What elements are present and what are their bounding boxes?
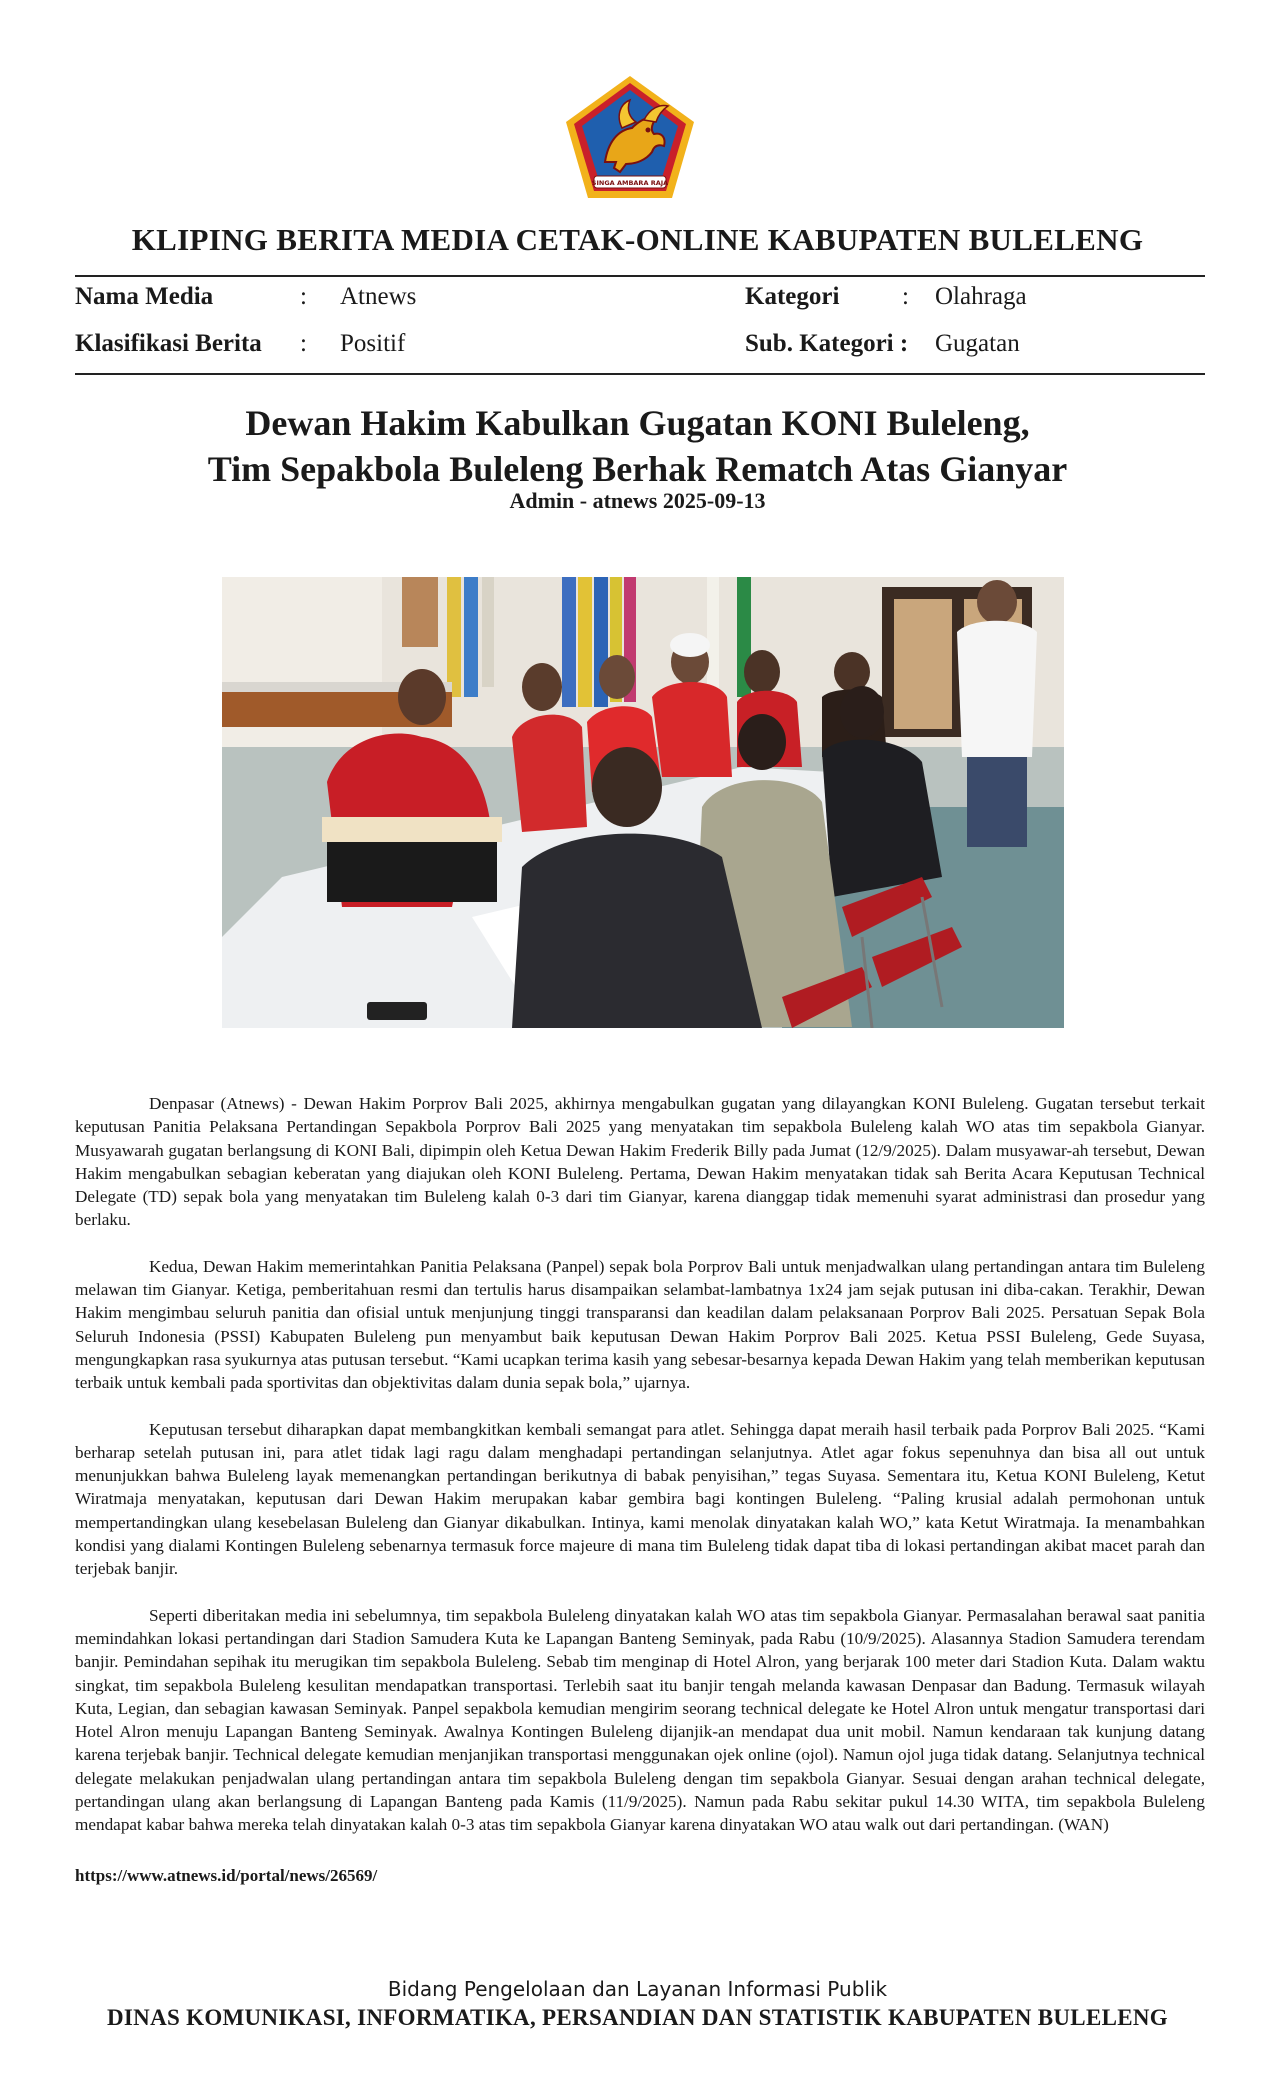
classification-label: Klasifikasi Berita [75, 330, 262, 357]
headline-line-1: Dewan Hakim Kabulkan Gugatan KONI Buleleng, [245, 403, 1030, 443]
sub-category-value: Gugatan [935, 330, 1020, 357]
header-divider-top [75, 275, 1205, 277]
clipping-header-title: KLIPING BERITA MEDIA CETAK-ONLINE KABUPATEN BULELENG [131, 222, 1144, 257]
meeting-photo-icon [222, 577, 1064, 1028]
source-url-link[interactable]: https://www.atnews.id/portal/news/26569/ [75, 1866, 378, 1885]
classification-colon: : [300, 330, 307, 357]
article-paragraph: Denpasar (Atnews) - Dewan Hakim Porprov Bali 2025, akhirnya mengabulkan gugatan yang dilayangkan KONI Buleleng. Gugatan tersebut terkait keputusan Panitia Pelaksana Pertandingan Sepakbola Porprov Bali 2025 yang menyatakan tim sepakbola Buleleng kalah WO atas tim sepakbola Gianyar. Musyawarah gugatan berlangsung di KONI Bali, dipimpin oleh Ketua Dewan Hakim Frederik Billy pada Jumat (12/9/2025). Dalam musyawar-ah tersebut, Dewan Hakim mengabulkan sebagian keberatan yang diajukan oleh KONI Buleleng. Pertama, Dewan Hakim menyatakan tidak sah Berita Acara Keputusan Technical Delegate (TD) sepak bola yang menyatakan tim Buleleng kalah 0-3 dari tim Gianyar, karena dianggap tidak memenuhi syarat administrasi dan prosedur yang berlaku. [75, 1094, 1205, 1230]
media-name-label: Nama Media [75, 283, 214, 310]
footer-department: Bidang Pengelolaan dan Layanan Informasi Publik [387, 1977, 888, 2001]
classification-value: Positif [340, 330, 406, 357]
media-name-value: Atnews [340, 283, 417, 310]
article-photo [222, 577, 1064, 1028]
singa-ambara-raja-emblem-icon [560, 72, 700, 202]
article-paragraph: Kedua, Dewan Hakim memerintahkan Panitia Pelaksana (Panpel) sepak bola Porprov Bali untuk menjadwalkan ulang pertandingan antara tim Buleleng melawan tim Gianyar. Ketiga, pemberitahuan resmi dan tertulis harus disampaikan selambat-lambatnya 1x24 jam sejak putusan ini diba-cakan. Terakhir, Dewan Hakim mengimbau seluruh panitia dan ofisial untuk menjunjung tinggi transparansi dan keadilan dalam pelaksanaan Porprov Bali 2025. Persatuan Sepak Bola Seluruh Indonesia (PSSI) Kabupaten Buleleng pun menyambut baik keputusan Dewan Hakim Porprov Bali 2025. Ketua PSSI Buleleng, Gede Suyasa, mengungkapkan rasa syukurnya atas putusan tersebut. “Kami ucapkan terima kasih yang sebesar-besarnya kepada Dewan Hakim yang telah memberikan keputusan terbaik untuk kembali pada sportivitas dan objektivitas dalam dunia sepak bola,” ujarnya. [75, 1256, 1205, 1393]
regency-logo [560, 72, 700, 202]
category-label: Kategori [745, 283, 840, 310]
header-divider-bottom [75, 373, 1205, 375]
category-colon: : [902, 283, 909, 310]
article-body [75, 1092, 1205, 1860]
article-byline: Admin - atnews 2025-09-13 [509, 488, 766, 513]
article-headline [0, 400, 1275, 492]
category-value: Olahraga [935, 283, 1027, 310]
sub-category-label: Sub. Kategori : [745, 330, 909, 357]
headline-line-2: Tim Sepakbola Buleleng Berhak Rematch Atas Gianyar [207, 449, 1068, 489]
footer-agency: DINAS KOMUNIKASI, INFORMATIKA, PERSANDIAN DAN STATISTIK KABUPATEN BULELENG [107, 2005, 1168, 2030]
article-paragraph: Seperti diberitakan media ini sebelumnya, tim sepakbola Buleleng dinyatakan kalah WO atas tim sepakbola Gianyar. Permasalahan berawal saat panitia memindahkan lokasi pertandingan dari Stadion Samudera Kuta ke Lapangan Banteng Seminyak, pada Rabu (10/9/2025). Alasannya Stadion Samudera terendam banjir. Pemindahan sepihak itu merugikan tim sepakbola Buleleng. Sebab tim menginap di Hotel Alron, yang berjarak 100 meter dari Stadion Kuta. Dalam waktu singkat, tim sepakbola Buleleng kesulitan mendapatkan transportasi. Terlebih saat itu banjir tengah melanda kawasan Denpasar dan Badung. Termasuk wilayah Kuta, Legian, dan sebagian kawasan Seminyak. Panpel sepakbola kemudian mengirim seorang technical delegate ke Hotel Alron untuk mengatur transportasi dari Hotel Alron menuju Lapangan Banteng Seminyak. Awalnya Kontingen Buleleng dijanjik-an mendapat dua unit mobil. Namun kendaraan tak kunjung datang karena terjebak banjir. Technical delegate kemudian menjanjikan transportasi menggunakan ojek online (ojol). Namun ojol juga tidak datang. Selanjutnya technical delegate melakukan penjadwalan ulang pertandingan antara tim sepakbola Buleleng dengan tim sepakbola Gianyar. Sesuai dengan arahan technical delegate, pertandingan ulang akan berlangsung di Lapangan Banteng pada Kamis (11/9/2025). Namun pada Rabu sekitar pukul 14.30 WITA, tim sepakbola Buleleng mendapat kabar bahwa mereka telah dinyatakan kalah 0-3 atas tim sepakbola Gianyar karena dinyatakan WO atau walk out dari pertandingan. (WAN) [75, 1605, 1205, 1835]
logo-motto: SINGA AMBARA RAJA [591, 179, 669, 187]
article-paragraph: Keputusan tersebut diharapkan dapat membangkitkan kembali semangat para atlet. Sehingga dapat meraih hasil terbaik pada Porprov Bali 2025. “Kami berharap setelah putusan ini, para atlet tidak lagi ragu dalam menghadapi pertandingan selanjutnya. Atlet agar fokus sepenuhnya dan bisa all out untuk menunjukkan bahwa Buleleng layak memenangkan pertandingan berikutnya di babak penyisihan,” tegas Suyasa. Sementara itu, Ketua KONI Buleleng, Ketut Wiratmaja menyatakan, keputusan dari Dewan Hakim merupakan kabar gembira bagi kontingen Buleleng. “Paling krusial adalah permohonan untuk mempertandingkan ulang kesebelasan Buleleng dan Gianyar dikabulkan. Intinya, kami menolak dinyatakan kalah WO,” kata Ketut Wiratmaja. Ia menambahkan kondisi yang dialami Kontingen Buleleng sebenarnya termasuk force majeure di mana tim Buleleng tidak dapat tiba di lokasi pertandingan akibat macet parah dan terjebak banjir. [75, 1419, 1205, 1579]
media-name-colon: : [300, 283, 307, 310]
